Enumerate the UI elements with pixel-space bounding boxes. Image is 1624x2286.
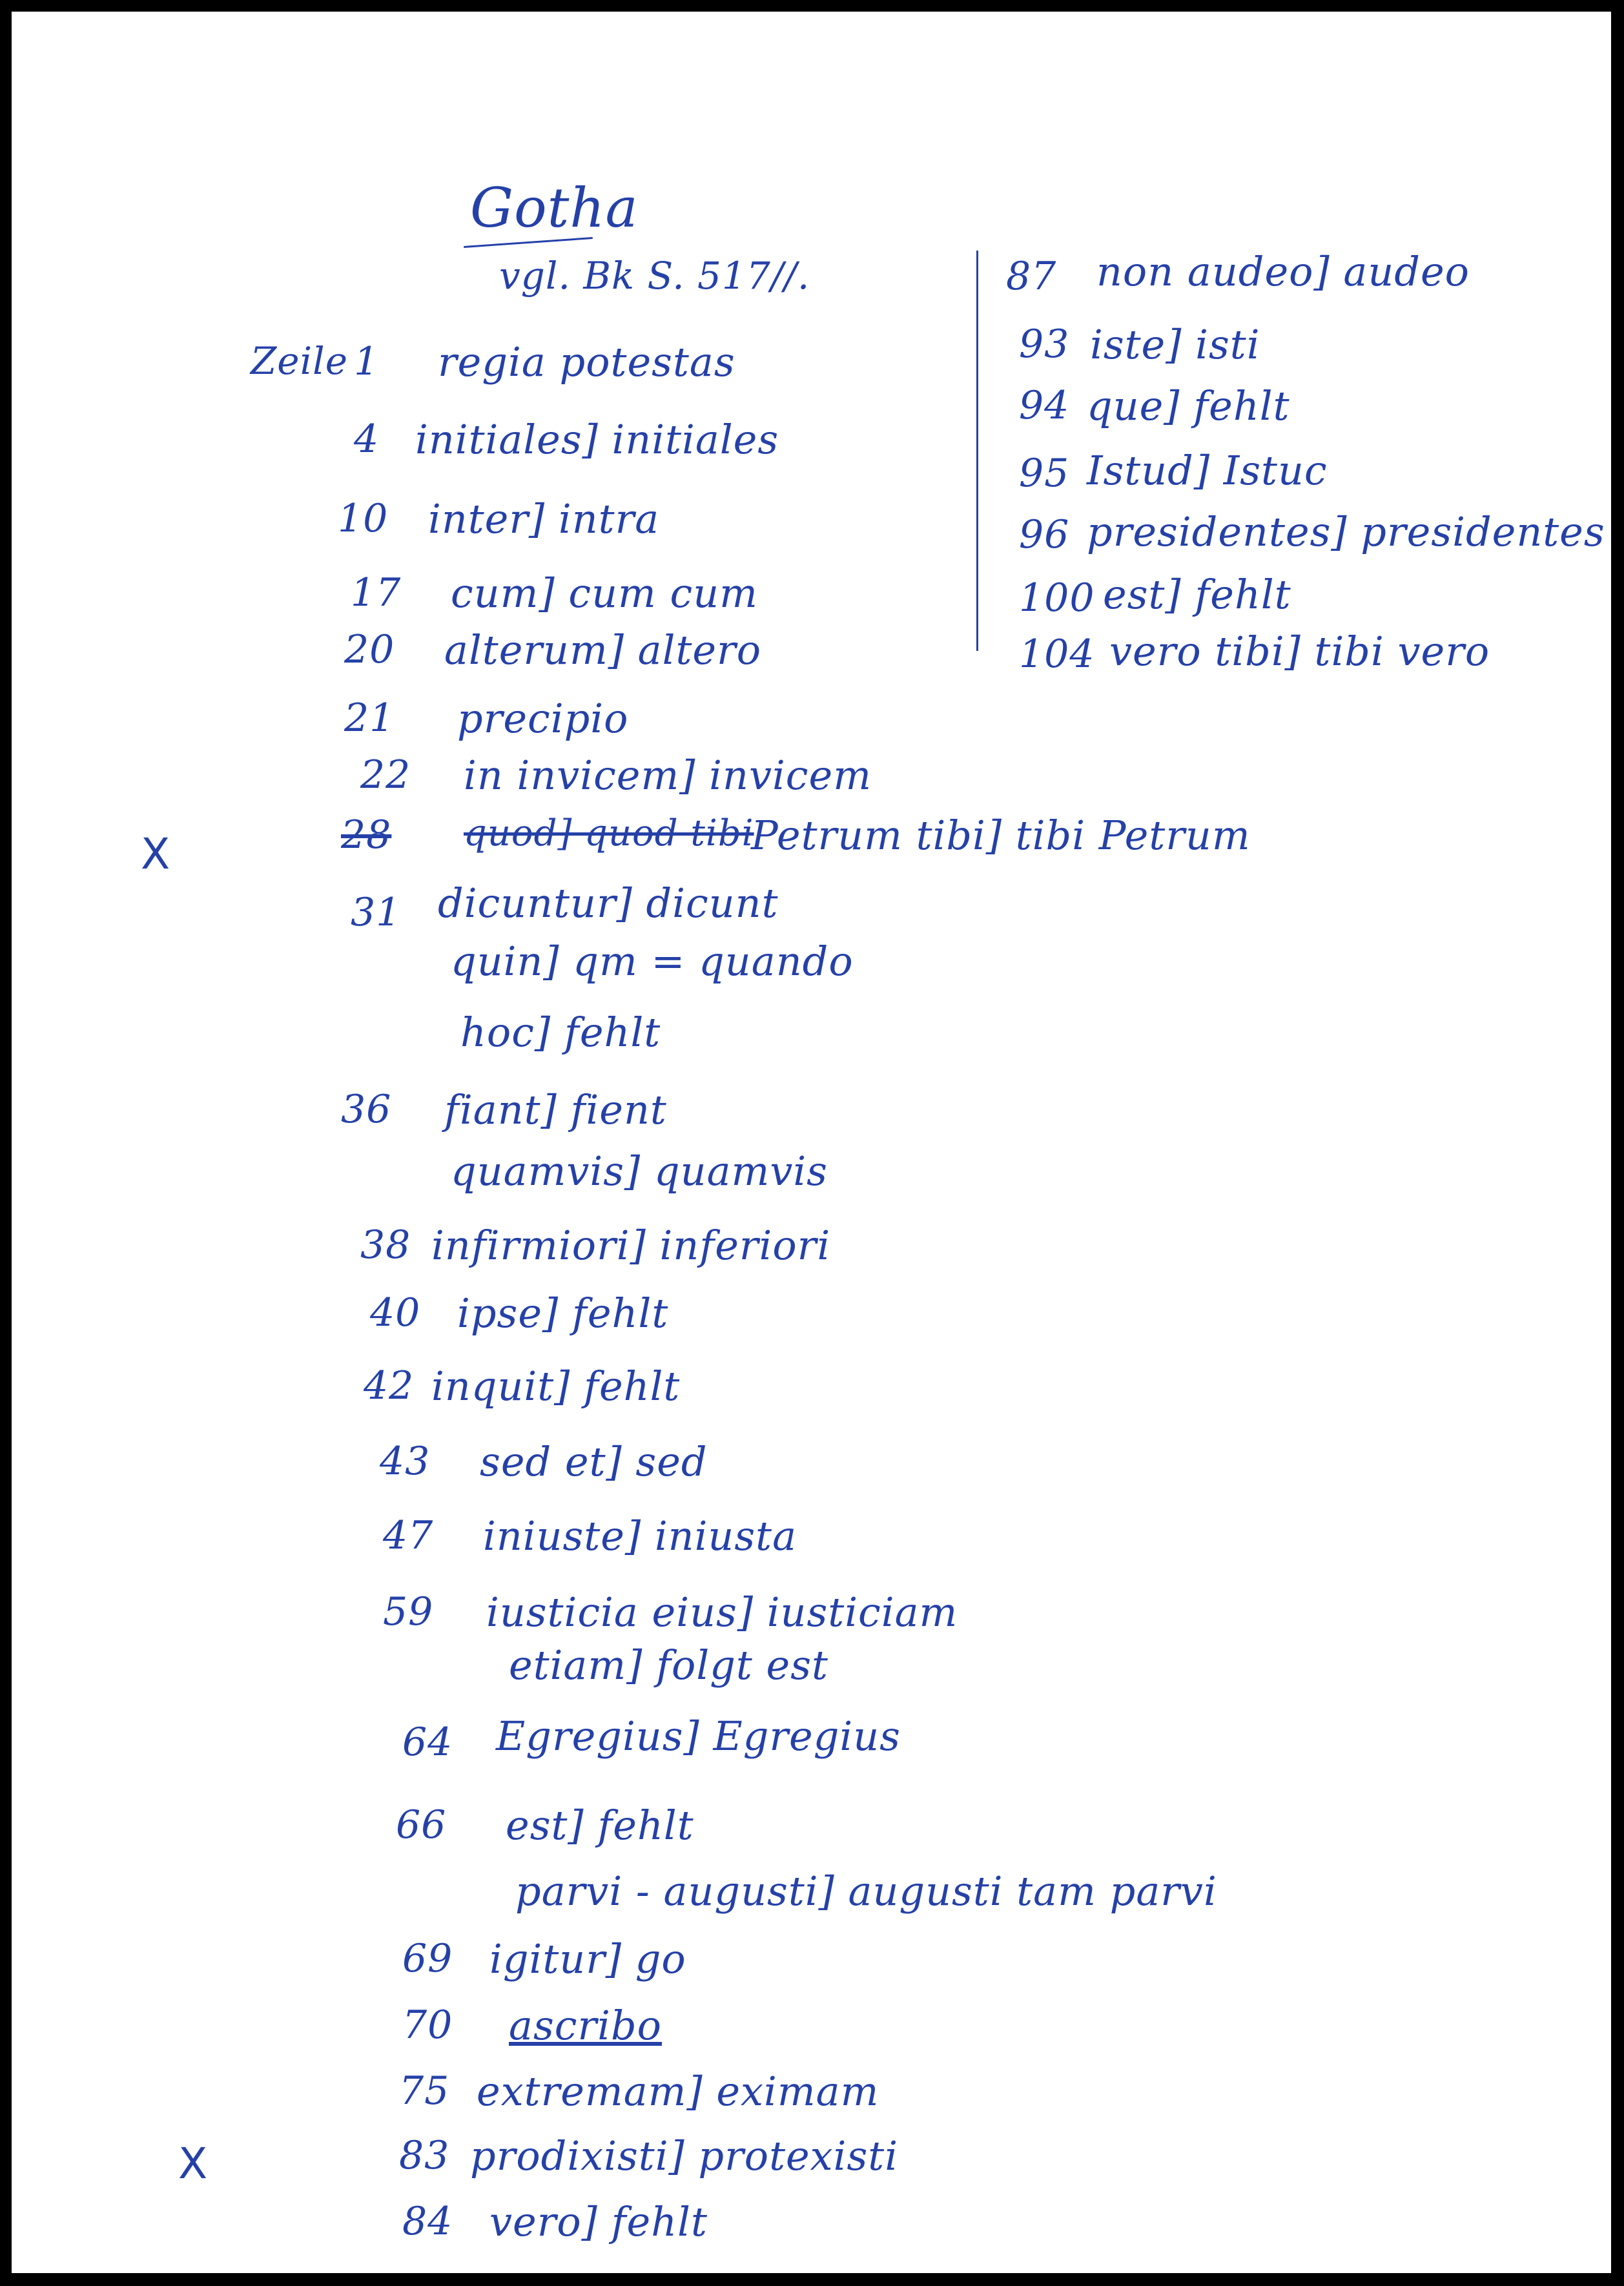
- struck-entry: quod] quod tibi: [464, 812, 754, 854]
- line-number: 21: [344, 695, 395, 741]
- variant-entry: extremam] eximam: [477, 2068, 879, 2115]
- line-number: 104: [1019, 632, 1095, 677]
- line-number: 43: [380, 1439, 431, 1484]
- variant-entry: non audeo] audeo: [1096, 248, 1470, 295]
- variant-entry: prodixisti] protexisti: [470, 2132, 899, 2179]
- variant-entry: est] fehlt: [506, 1802, 694, 1849]
- line-number: 94: [1019, 383, 1070, 428]
- variant-entry: vero tibi] tibi vero: [1109, 628, 1490, 675]
- line-number: 1: [354, 339, 380, 384]
- variant-entry: presidentes] presidentes: [1087, 508, 1605, 555]
- variant-entry: iste] isti: [1090, 321, 1260, 368]
- variant-entry: que] fehlt: [1087, 382, 1290, 429]
- variant-entry: precipio: [457, 695, 629, 742]
- line-number: 59: [383, 1589, 434, 1634]
- variant-entry: etiam] folgt est: [509, 1642, 828, 1689]
- line-number: 38: [360, 1222, 411, 1268]
- variant-entry: vero] fehlt: [489, 2198, 708, 2245]
- variant-entry: parvi - augusti] augusti tam parvi: [515, 1868, 1217, 1915]
- variant-entry: Petrum tibi] tibi Petrum: [751, 812, 1251, 859]
- manuscript-page: [12, 12, 1611, 2273]
- margin-x-mark: X: [178, 2139, 208, 2188]
- line-number: 20: [344, 627, 395, 672]
- variant-entry: infirmiori] inferiori: [431, 1222, 831, 1269]
- line-number: 66: [396, 1802, 447, 1848]
- variant-entry: in invicem] invicem: [464, 752, 872, 799]
- line-number: 83: [399, 2133, 450, 2178]
- column-divider: [976, 251, 978, 651]
- variant-entry: igitur] go: [489, 1935, 686, 1982]
- variant-entry: dicuntur] dicunt: [438, 880, 779, 927]
- line-number: 69: [402, 1936, 453, 1981]
- line-number: 17: [351, 570, 402, 615]
- line-number: 31: [351, 890, 402, 935]
- line-number: 95: [1019, 451, 1070, 496]
- variant-entry: regia potestas: [438, 338, 735, 386]
- variant-entry: quin] qm = quando: [451, 938, 854, 985]
- line-number: 36: [341, 1087, 392, 1132]
- variant-entry: sed et] sed: [480, 1438, 708, 1485]
- line-number: 64: [402, 1720, 453, 1765]
- variant-entry: inquit] fehlt: [431, 1363, 681, 1410]
- variant-entry: ascribo: [509, 2002, 662, 2049]
- variant-entry: iniuste] iniusta: [483, 1512, 797, 1560]
- variant-entry: ipse] fehlt: [457, 1290, 669, 1337]
- line-number: 84: [402, 2199, 453, 2244]
- line-number: 70: [402, 2003, 453, 2048]
- line-number: 10: [338, 496, 389, 541]
- line-number: 96: [1019, 512, 1070, 557]
- variant-entry: fiant] fient: [444, 1086, 667, 1133]
- margin-x-mark: X: [141, 829, 170, 879]
- line-number: 100: [1019, 575, 1095, 621]
- variant-entry: Egregius] Egregius: [496, 1713, 901, 1760]
- variant-entry: hoc] fehlt: [460, 1009, 661, 1056]
- variant-entry: Istud] Istuc: [1087, 447, 1328, 494]
- line-number: 4: [354, 417, 380, 462]
- line-number: 87: [1006, 254, 1057, 299]
- page-title: Gotha: [470, 176, 639, 240]
- variant-entry: iusticia eius] iusticiam: [486, 1589, 958, 1636]
- line-number: 40: [370, 1290, 421, 1335]
- line-number: 28: [341, 812, 392, 858]
- line-number: 93: [1019, 322, 1070, 367]
- variant-entry: initiales] initiales: [415, 416, 779, 463]
- reference-note: vgl. Bk S. 517//.: [499, 254, 810, 298]
- variant-entry: cum] cum cum: [451, 570, 758, 617]
- variant-entry: quamvis] quamvis: [451, 1148, 828, 1195]
- line-number: 42: [364, 1363, 415, 1408]
- line-number: 75: [399, 2068, 450, 2114]
- variant-entry: inter] intra: [428, 495, 660, 542]
- line-prefix: Zeile: [251, 339, 349, 383]
- variant-entry: alterum] altero: [444, 626, 762, 674]
- variant-entry: est] fehlt: [1103, 571, 1291, 618]
- line-number: 47: [383, 1513, 434, 1558]
- line-number: 22: [360, 752, 411, 798]
